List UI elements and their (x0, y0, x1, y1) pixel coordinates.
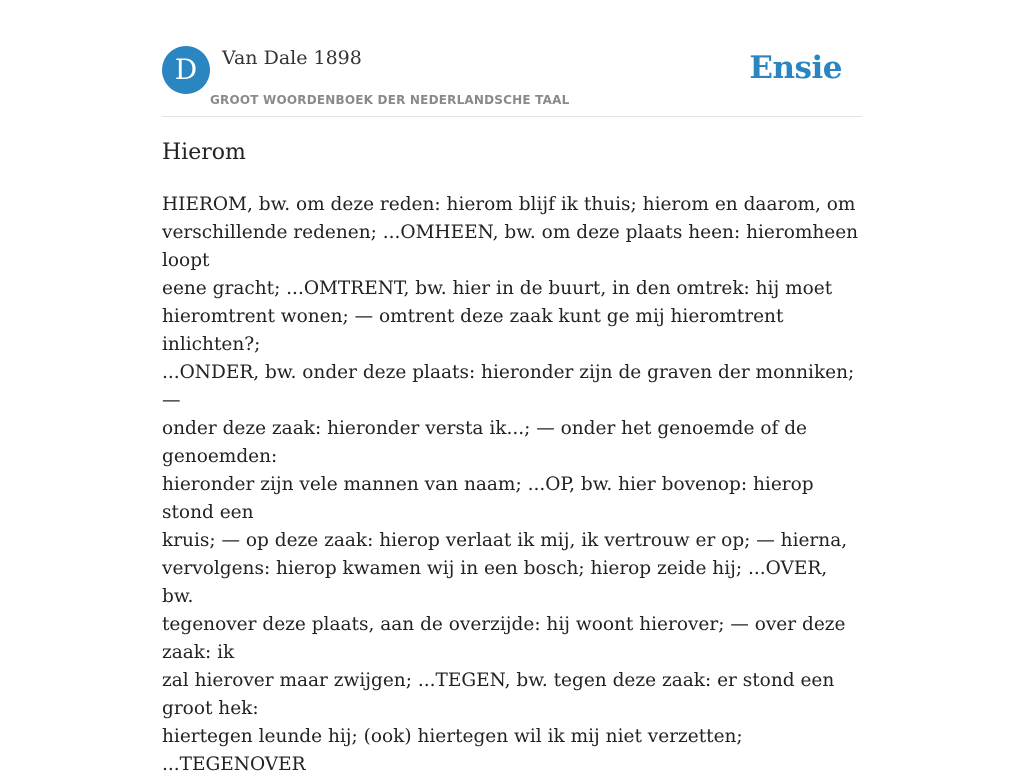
source-header (162, 46, 862, 117)
ensie-logo-link[interactable]: Ensie (749, 50, 842, 86)
definition-line: hiertegen leunde hij; (ook) hiertegen wil ik mij niet verzetten; ...TEGENOVER (162, 726, 743, 775)
definition-line: ...ONDER, bw. onder deze plaats: hieronder zijn de graven der monniken; — (162, 362, 855, 411)
source-title-link[interactable]: Van Dale 1898 (222, 47, 362, 69)
definition-line: hieronder zijn vele mannen van naam; ...OP, bw. hier bovenop: hierop stond een (162, 474, 814, 523)
source-avatar[interactable]: D (162, 46, 210, 94)
definition-line: HIEROM, bw. om deze reden: hierom blijf ik thuis; hierom en daarom, om (162, 194, 856, 215)
definition-line: tegenover deze plaats, aan de overzijde: hij woont hierover; — over deze zaak: ik (162, 614, 846, 663)
definition-line: onder deze zaak: hieronder versta ik...; — onder het genoemde of de genoemden: (162, 418, 808, 467)
source-subtitle: GROOT WOORDENBOEK DER NEDERLANDSCHE TAAL (210, 93, 570, 107)
definition-line: eene gracht; ...OMTRENT, bw. hier in de buurt, in den omtrek: hij moet (162, 278, 833, 299)
definition-line: zal hierover maar zwijgen; ...TEGEN, bw. tegen deze zaak: er stond een groot hek: (162, 670, 835, 719)
definition-line: hieromtrent wonen; — omtrent deze zaak kunt ge mij hieromtrent inlichten?; (162, 306, 784, 355)
entry-definition (162, 191, 864, 779)
entry-title: Hierom (162, 140, 246, 165)
definition-line: verschillende redenen; ...OMHEEN, bw. om deze plaats heen: hieromheen loopt (162, 222, 859, 271)
definition-line: kruis; — op deze zaak: hierop verlaat ik mij, ik vertrouw er op; — hierna, (162, 530, 848, 551)
definition-line: vervolgens: hierop kwamen wij in een bosch; hierop zeide hij; ...OVER, bw. (162, 558, 828, 607)
